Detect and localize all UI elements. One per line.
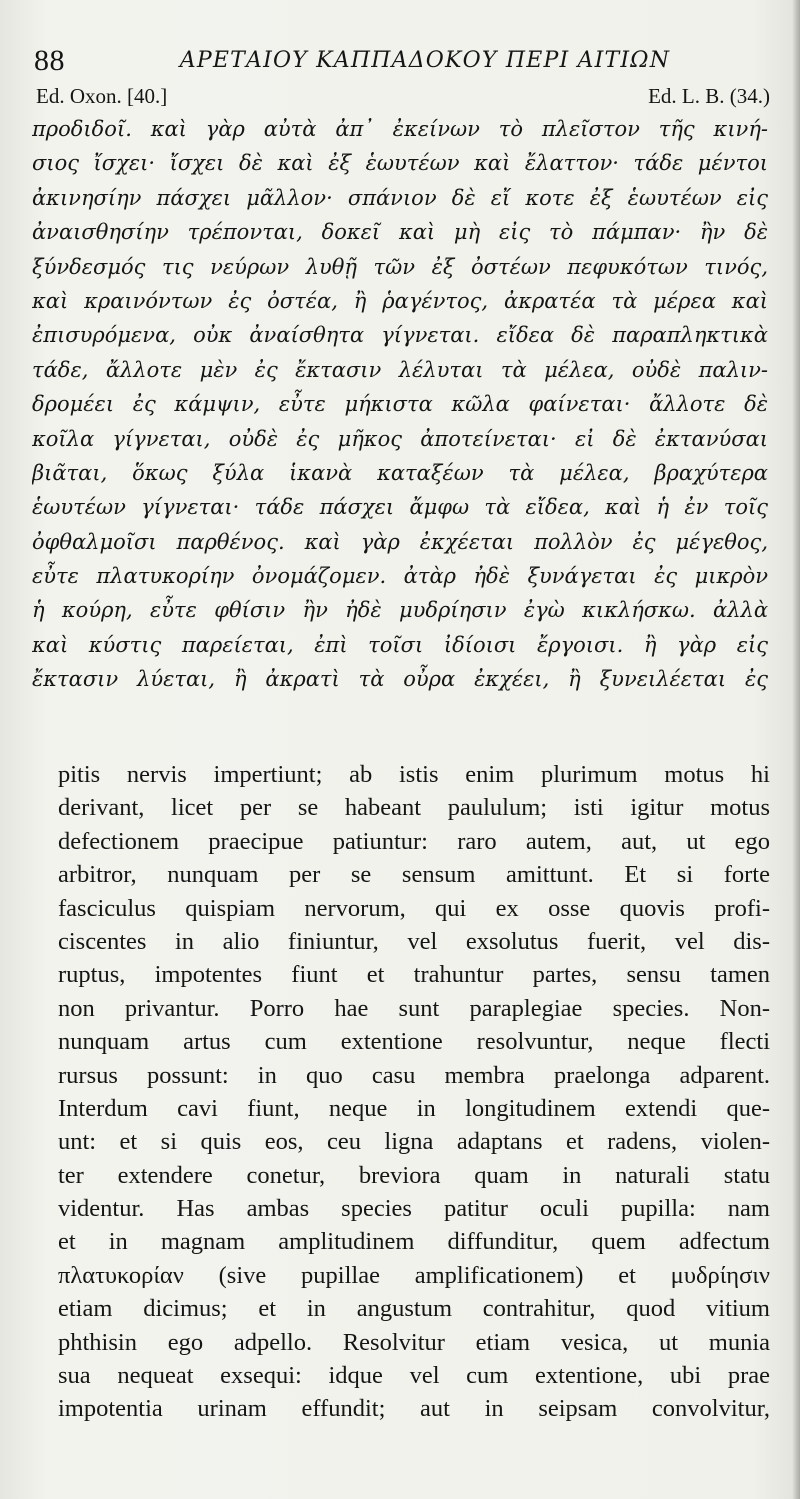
latin-line: fasciculus quispiam nervorum, qui ex osse quovis profi- bbox=[58, 894, 770, 922]
latin-line: unt: et si quis eos, ceu ligna adaptans et radens, violen- bbox=[58, 1128, 770, 1156]
latin-line: ter extendere conetur, breviora quam in naturali statu bbox=[58, 1161, 770, 1189]
page-number: 88 bbox=[34, 44, 65, 77]
greek-line: καὶ κύστις παρείεται, ἐπὶ τοῖσι ἰδίοισι ἔργοισι. ἢ γὰρ εἰς bbox=[32, 632, 768, 657]
greek-line: ἀναισθησίην τρέπονται, δοκεῖ καὶ μὴ εἰς τὸ πάμπαν· ἢν δὲ bbox=[32, 220, 768, 245]
running-title: ΑΡΕΤΑΙΟΥ ΚΑΠΠΑΔΟΚΟΥ ΠΕΡΙ ΑΙΤΙΩΝ bbox=[179, 48, 671, 73]
greek-line: ἡ κούρη, εὖτε φθίσιν ἢν ἠδὲ μυδρίησιν ἐγὼ κικλήσκω. ἀλλὰ bbox=[32, 598, 768, 623]
edition-reference-lb: Ed. L. B. (34.) bbox=[648, 84, 770, 108]
page-edge-shadow bbox=[792, 0, 800, 1499]
greek-line: ὀφθαλμοῖσι παρθένος. καὶ γὰρ ἐκχέεται πολλὸν ἐς μέγεθος, bbox=[32, 529, 768, 554]
greek-line: κοῖλα γίγνεται, οὐδὲ ἐς μῆκος ἀποτείνεται· εἰ δὲ ἐκτανύσαι bbox=[32, 426, 768, 451]
latin-line: phthisin ego adpello. Resolvitur etiam vesica, ut munia bbox=[58, 1328, 770, 1356]
page-header bbox=[30, 40, 770, 80]
latin-line: derivant, licet per se habeant paululum; isti igitur motus bbox=[58, 794, 770, 822]
greek-line: ἔκτασιν λύεται, ἢ ἀκρατὶ τὰ οὖρα ἐκχέει, ἢ ξυνειλέεται ἐς bbox=[32, 667, 768, 692]
edition-reference-oxon: Ed. Oxon. [40.] bbox=[36, 84, 168, 108]
greek-line: ἀκινησίην πάσχει μᾶλλον· σπάνιον δὲ εἴ κοτε ἐξ ἑωυτέων εἰς bbox=[32, 185, 768, 210]
edition-references bbox=[36, 84, 770, 114]
latin-line: defectionem praecipue patiuntur: raro autem, aut, ut ego bbox=[58, 827, 770, 855]
latin-line: et in magnam amplitudinem diffunditur, quem adfectum bbox=[58, 1228, 770, 1256]
greek-line: ξύνδεσμός τις νεύρων λυθῇ τῶν ἐξ ὀστέων πεφυκότων τινός, bbox=[32, 254, 768, 279]
greek-line: βιᾶται, ὅκως ξύλα ἱκανὰ καταξέων τὰ μέλεα, βραχύτερα bbox=[32, 460, 768, 485]
latin-line: Interdum cavi fiunt, neque in longitudinem extendi que- bbox=[58, 1094, 770, 1122]
latin-line: arbitror, nunquam per se sensum amittunt. Et si forte bbox=[58, 861, 770, 889]
latin-translation-block bbox=[58, 758, 770, 1426]
latin-line: ruptus, impotentes fiunt et trahuntur partes, sensu tamen bbox=[58, 961, 770, 989]
greek-line: ἑωυτέων γίγνεται· τάδε πάσχει ἄμφω τὰ εἴδεα, καὶ ἡ ἐν τοῖς bbox=[32, 495, 768, 520]
latin-line: non privantur. Porro hae sunt paraplegiae species. Non- bbox=[58, 994, 770, 1022]
latin-line: nunquam artus cum extentione resolvuntur, neque flecti bbox=[58, 1028, 770, 1056]
latin-line: pitis nervis impertiunt; ab istis enim plurimum motus hi bbox=[58, 761, 770, 788]
greek-line: ἐπισυρόμενα, οὐκ ἀναίσθητα γίγνεται. εἴδεα δὲ παραπληκτικὰ bbox=[32, 323, 768, 348]
latin-line: etiam dicimus; et in angustum contrahitur, quod vitium bbox=[58, 1295, 770, 1323]
latin-line: sua nequeat exsequi: idque vel cum extentione, ubi prae bbox=[58, 1362, 770, 1390]
greek-text-block bbox=[32, 112, 768, 697]
greek-line: εὖτε πλατυκορίην ὀνομάζομεν. ἀτὰρ ἠδὲ ξυνάγεται ἐς μικρὸν bbox=[32, 564, 768, 589]
latin-line: videntur. Has ambas species patitur oculi pupilla: nam bbox=[58, 1195, 770, 1223]
greek-line: τάδε, ἄλλοτε μὲν ἐς ἔκτασιν λέλυται τὰ μέλεα, οὐδὲ παλιν- bbox=[32, 357, 768, 382]
latin-line: ciscentes in alio finiuntur, vel exsolutus fuerit, vel dis- bbox=[58, 927, 770, 955]
greek-line: σιος ἴσχει· ἴσχει δὲ καὶ ἐξ ἑωυτέων καὶ ἔλαττον· τάδε μέντοι bbox=[32, 151, 768, 176]
greek-line: προδιδοῖ. καὶ γὰρ αὐτὰ ἀπ᾽ ἐκείνων τὸ πλεῖστον τῆς κινή- bbox=[32, 117, 768, 141]
greek-line: δρομέει ἐς κάμψιν, εὖτε μήκιστα κῶλα φαίνεται· ἄλλοτε δὲ bbox=[32, 392, 768, 417]
latin-line: πλατυκορίαν (sive pupillae amplificationem) et μυδρίησιν bbox=[58, 1261, 770, 1289]
latin-line: impotentia urinam effundit; aut in seipsam convolvitur, bbox=[58, 1395, 770, 1423]
greek-line: καὶ κραινόντων ἐς ὀστέα, ἢ ῥαγέντος, ἀκρατέα τὰ μέρεα καὶ bbox=[32, 288, 768, 313]
latin-line: rursus possunt: in quo casu membra praelonga adparent. bbox=[58, 1061, 770, 1089]
